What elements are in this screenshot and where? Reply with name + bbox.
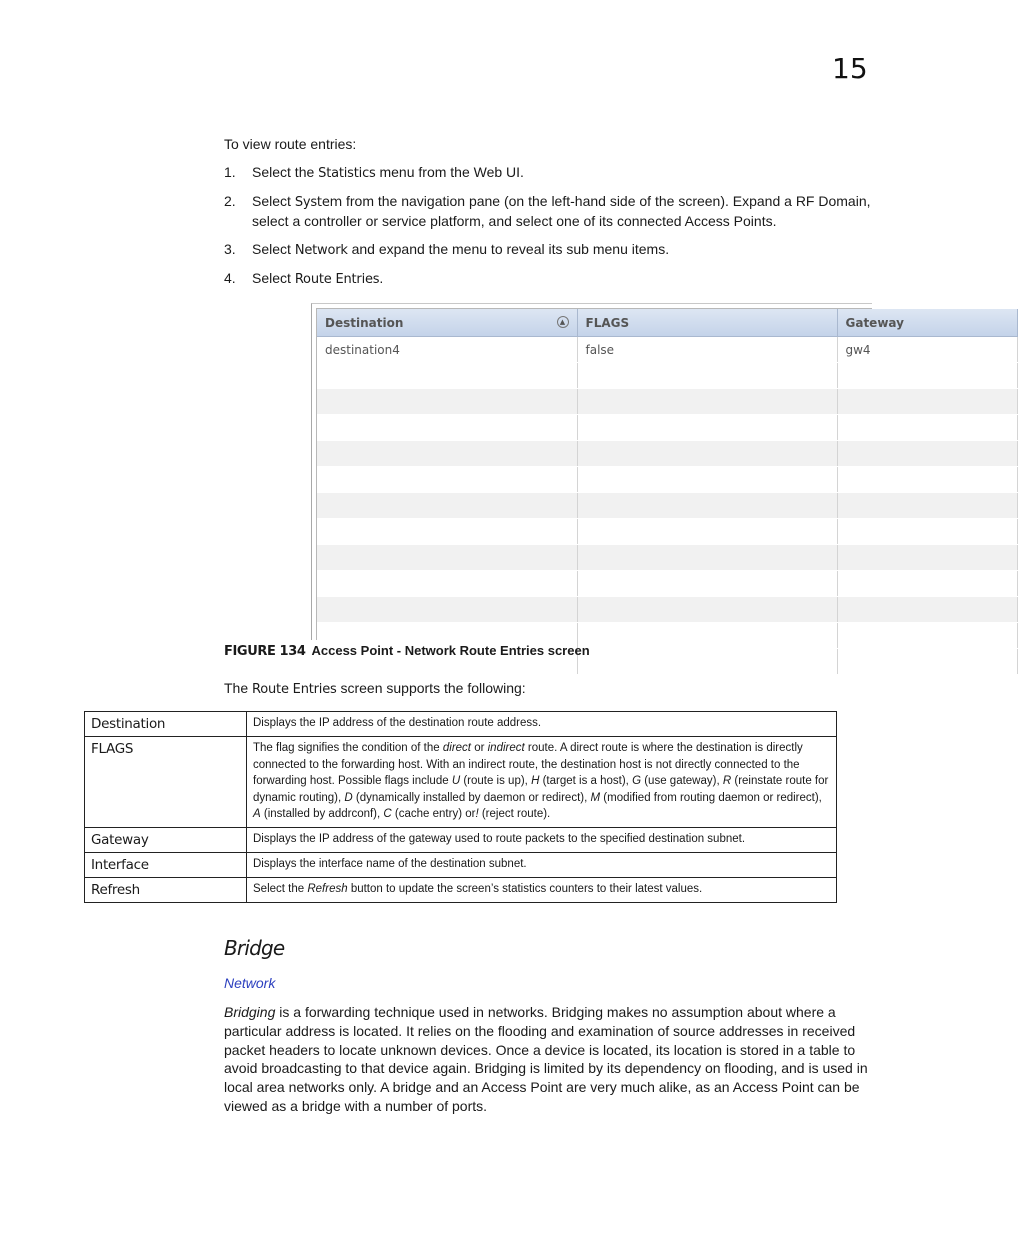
- cell-gateway: gw4: [837, 337, 1017, 363]
- steps-list: [224, 163, 874, 298]
- text-run: is a forwarding technique used in networks. Bridging makes no assumption about where a particular address is located. It relies on the flooding and examination of source addresses in received packet headers to locate unknown devices. Once a device is located, its location is stored in a table to avoid broadcasting to that device again. Bridging is limited by its dependency on flooding, and is used in local area networks only. A bridge and an Access Point are very much alike, as an Access Point can be viewed as a bridge with a number of ports.: [224, 1004, 868, 1114]
- emphasis-text: A: [253, 808, 261, 820]
- text-run: (cache entry) or: [391, 808, 476, 820]
- definition-description: [247, 737, 837, 828]
- empty-row: [317, 493, 1017, 519]
- table-row[interactable]: [317, 337, 1017, 363]
- emphasis-text: U: [451, 775, 461, 787]
- text-run: Displays the IP address of the destination route address.: [253, 717, 542, 729]
- empty-row: [317, 363, 1017, 389]
- text-run: Displays the interface name of the destination subnet.: [253, 857, 527, 870]
- step-text: Select: [252, 241, 295, 257]
- empty-row: [317, 467, 1017, 493]
- step-text: Select the: [252, 164, 319, 180]
- definition-term: Gateway: [85, 827, 247, 852]
- empty-row: [317, 389, 1017, 415]
- empty-row: [317, 415, 1017, 441]
- figure-caption: [224, 643, 590, 659]
- sort-ascending-icon[interactable]: ▲: [557, 316, 569, 328]
- emphasis-text: Bridging: [224, 1004, 276, 1020]
- intro-text: To view route entries:: [224, 136, 357, 152]
- definition-row: [85, 827, 837, 852]
- step-number: 1.: [224, 164, 236, 180]
- text-run: (reject route).: [478, 808, 551, 820]
- definition-row: [85, 737, 837, 828]
- text-run: route. A direct route is where the destination is directly connected to the forwarding host. With an indirect route, the destination host is not directly connected to the forwarding host. Possible flags include: [253, 742, 803, 787]
- figure-label: FIGURE 134: [224, 644, 306, 659]
- network-link[interactable]: Network: [224, 975, 276, 991]
- definition-row: [85, 712, 837, 737]
- text-run: (use gateway),: [641, 775, 723, 787]
- step-ui-term: System: [294, 195, 343, 210]
- emphasis-text: G: [632, 775, 642, 787]
- definition-description: [247, 852, 837, 877]
- emphasis-text: R: [722, 775, 732, 787]
- support-text-part: screen supports the following:: [336, 680, 526, 696]
- definition-term: Refresh: [85, 877, 247, 902]
- chapter-number: 15: [832, 52, 868, 85]
- screenshot-frame: [316, 308, 904, 640]
- step-number: 2.: [224, 193, 236, 209]
- cell-destination: destination4: [317, 337, 577, 363]
- column-header-label: FLAGS: [585, 315, 630, 330]
- emphasis-text: H: [531, 775, 540, 787]
- definition-term: Interface: [85, 852, 247, 877]
- step-text: and expand the menu to reveal its sub menu items.: [347, 241, 670, 257]
- column-header-flags[interactable]: [577, 309, 837, 337]
- text-run: button to update the screen’s statistics counters to their latest values.: [347, 882, 703, 895]
- support-text-part: The: [224, 680, 253, 696]
- step-number: 3.: [224, 241, 236, 257]
- empty-row: [317, 519, 1017, 545]
- step-item: [224, 192, 874, 231]
- definition-term: FLAGS: [85, 737, 247, 828]
- step-item: [224, 163, 874, 183]
- emphasis-text: direct: [442, 742, 471, 754]
- support-text: [224, 680, 526, 697]
- text-run: or: [471, 742, 488, 754]
- text-run: (route is up),: [460, 775, 532, 787]
- empty-row: [317, 597, 1017, 623]
- step-text: .: [379, 270, 384, 286]
- column-header-gateway[interactable]: [837, 309, 1017, 337]
- emphasis-text: !: [475, 808, 479, 820]
- step-text: menu from the Web UI.: [375, 164, 524, 180]
- step-ui-term: Statistics: [318, 166, 376, 181]
- text-run: Displays the IP address of the gateway used to route packets to the specified destination subnet.: [253, 832, 746, 845]
- emphasis-text: M: [590, 791, 601, 804]
- text-run: (modified from routing daemon or redirect),: [600, 791, 822, 804]
- step-item: [224, 269, 874, 289]
- step-item: [224, 240, 874, 260]
- step-number: 4.: [224, 270, 236, 286]
- text-run: The flag signifies the condition of the: [253, 742, 443, 754]
- section-title: Bridge: [224, 936, 285, 960]
- empty-row: [317, 545, 1017, 571]
- route-entries-grid: [317, 309, 1018, 675]
- emphasis-text: C: [383, 808, 392, 820]
- definitions-table: [84, 711, 837, 903]
- step-text: Select: [252, 193, 295, 209]
- column-header-label: Destination: [325, 315, 404, 330]
- text-run: (target is a host),: [539, 775, 633, 787]
- figure-title: Access Point - Network Route Entries screen: [311, 643, 590, 658]
- column-header-label: Gateway: [845, 315, 904, 330]
- step-ui-term: Network: [294, 243, 348, 258]
- step-text: Select: [252, 270, 295, 286]
- emphasis-text: indirect: [487, 742, 525, 754]
- route-entries-screenshot: [311, 303, 904, 640]
- bridge-paragraph: [224, 1003, 874, 1116]
- cell-flags: false: [577, 337, 837, 363]
- empty-row: [317, 571, 1017, 597]
- column-header-destination[interactable]: [317, 309, 577, 337]
- text-run: (installed by addrconf),: [260, 808, 384, 820]
- definition-description: [247, 712, 837, 737]
- text-run: (reinstate route for dynamic routing),: [253, 775, 829, 804]
- empty-row: [317, 441, 1017, 467]
- grid-header-row: [317, 309, 1017, 337]
- text-run: Select the: [253, 882, 308, 895]
- definition-row: [85, 852, 837, 877]
- definition-description: [247, 827, 837, 852]
- step-ui-term: Route Entries: [294, 272, 380, 287]
- support-ui-term: Route Entries: [252, 682, 337, 697]
- emphasis-text: Refresh: [307, 882, 348, 895]
- definition-row: [85, 877, 837, 902]
- step-text: from the navigation pane (on the left-hand side of the screen). Expand a RF Domain, select a controller or service platform, and select one of its connected Access Points.: [252, 193, 871, 229]
- emphasis-text: D: [344, 791, 353, 804]
- definition-term: Destination: [85, 712, 247, 737]
- definition-description: [247, 877, 837, 902]
- text-run: (dynamically installed by daemon or redirect),: [352, 791, 591, 804]
